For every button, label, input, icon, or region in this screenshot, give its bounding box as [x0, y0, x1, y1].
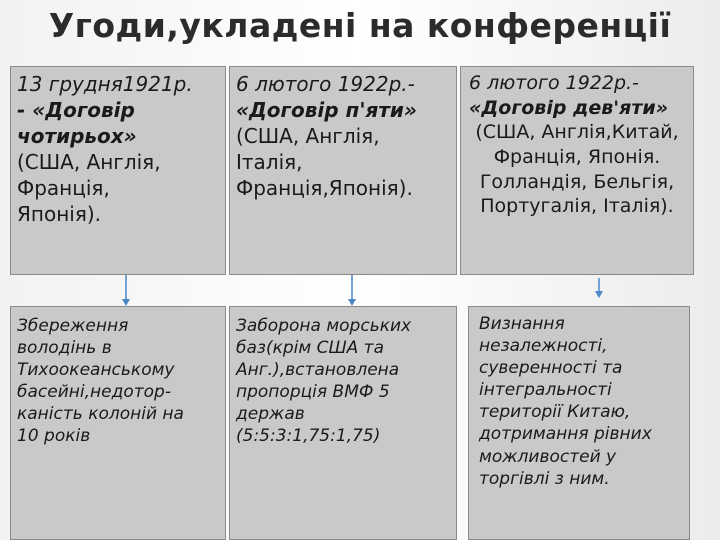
slide-title: Угоди,укладені на конференції [48, 6, 672, 45]
agreement-line: Японія). [17, 202, 102, 226]
agreement-line: (США, Англія,Китай, [475, 121, 679, 144]
result-line: суверенності та [479, 358, 623, 379]
agreement-line: Голландія, Бельгія, [479, 170, 675, 193]
agreement-line: (США, Англія, [236, 124, 380, 148]
result-five-power-box [229, 306, 457, 540]
down-arrow-icon [121, 275, 131, 306]
agreement-four-power-box [10, 66, 226, 275]
agreement-five-power-box [229, 66, 457, 275]
agreement-line: Франція, Японія. [493, 146, 661, 169]
result-line: пропорція ВМФ 5 [236, 382, 390, 403]
agreement-line: чотирьох» [17, 124, 137, 148]
result-four-power-box [10, 306, 226, 540]
result-line: 10 років [17, 426, 91, 447]
result-line: незалежності, [479, 336, 608, 357]
agreement-nine-power-box [460, 66, 694, 275]
result-nine-power-box [468, 306, 690, 540]
result-line: дотримання рівних [479, 424, 652, 445]
down-arrow-icon [594, 278, 604, 298]
agreement-line: Франція,Японія). [236, 176, 413, 200]
result-line: (5:5:3:1,75:1,75) [236, 426, 381, 447]
result-line: інтегральності [479, 380, 612, 401]
result-line: Заборона морських [236, 316, 412, 336]
agreement-line: Португалія, Італія). [480, 195, 674, 218]
result-line: держав [236, 404, 305, 425]
result-line: Визнання [479, 314, 565, 334]
result-line: володінь в [17, 338, 112, 359]
result-line: каність колоній на [17, 404, 184, 425]
agreement-line: 6 лютого 1922р.- [236, 72, 415, 96]
agreement-line: 6 лютого 1922р.- [469, 72, 639, 94]
result-line: можливостей у [479, 446, 617, 467]
agreement-line: (США, Англія, [17, 150, 161, 174]
agreement-line: Італія, [236, 150, 303, 174]
down-arrow-icon [347, 275, 357, 306]
result-line: території Китаю, [479, 402, 631, 423]
result-line: басейні,недотор- [17, 382, 171, 403]
result-line: Анг.),встановлена [236, 360, 400, 381]
result-line: баз(крім США та [236, 338, 384, 359]
result-line: Тихоокеанському [17, 360, 175, 381]
result-line: торгівлі з ним. [479, 468, 610, 489]
agreement-line: Франція, [17, 176, 110, 200]
agreement-line: «Договір п'яти» [236, 98, 417, 122]
agreement-line: 13 грудня1921р. [17, 72, 193, 96]
result-line: Збереження [17, 316, 129, 336]
agreement-line: «Договір дев'яти» [469, 96, 668, 119]
agreement-line: - «Договір [17, 98, 135, 122]
